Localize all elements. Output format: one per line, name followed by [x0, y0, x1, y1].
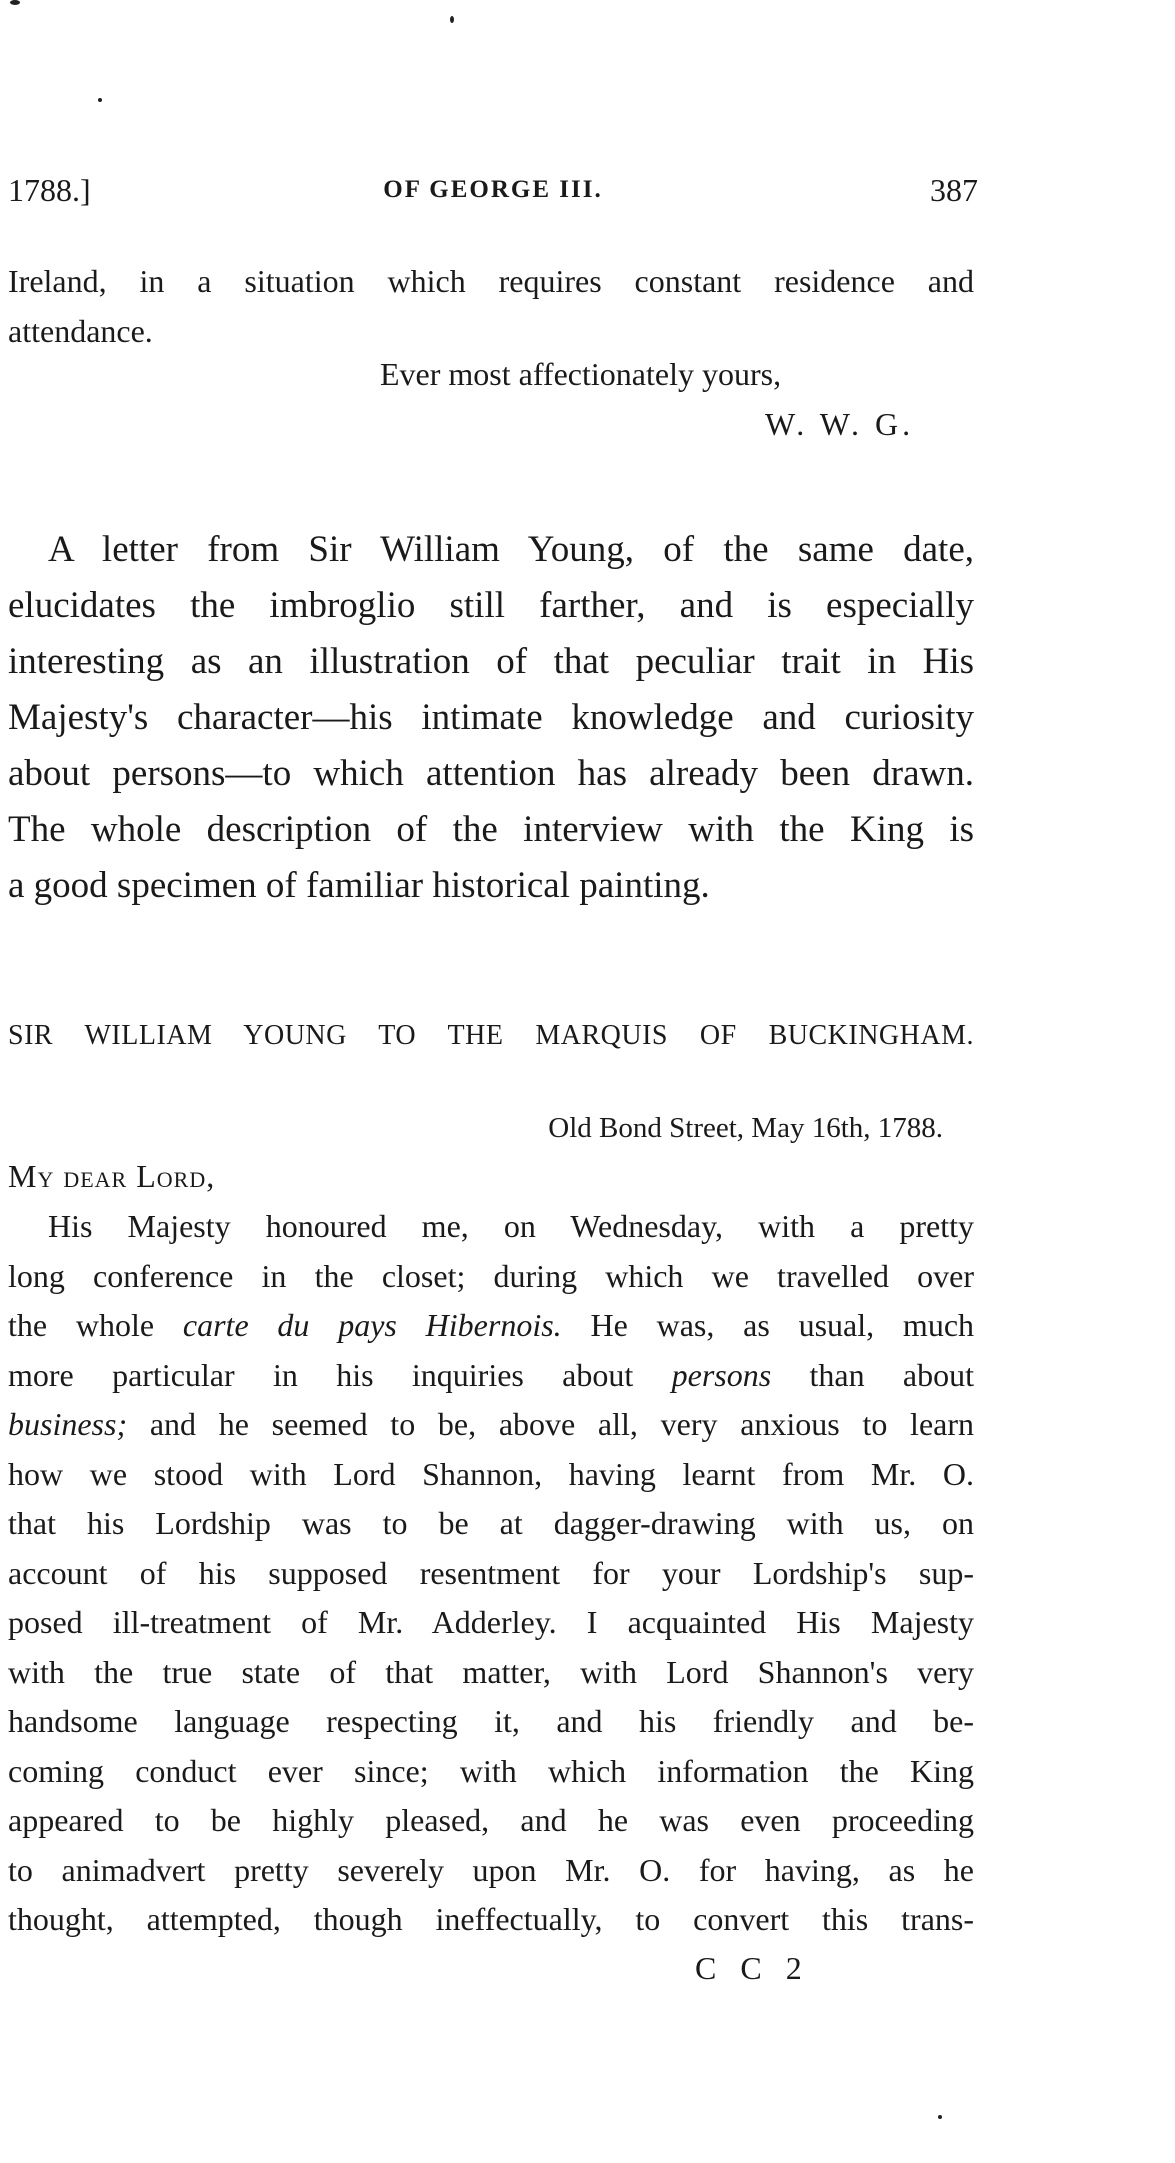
speck-mark	[98, 98, 102, 102]
running-head-title: OF GEORGE III.	[383, 176, 603, 203]
text-line: to animadvert pretty severely upon Mr. O. for having, as he	[8, 1851, 974, 1888]
letter-body	[8, 1202, 974, 1945]
text-line: appeared to be highly pleased, and he was even proceeding	[8, 1802, 974, 1838]
text-line: His Majesty honoured me, on Wednesday, with a pretty	[48, 1208, 974, 1244]
letter-heading: SIR WILLIAM YOUNG TO THE MARQUIS OF BUCKINGHAM.	[8, 1020, 974, 1051]
text-line: long conference in the closet; during which we travelled over	[8, 1257, 974, 1294]
text-line: about persons—to which attention has already been drawn.	[8, 753, 974, 794]
text-segment: He was, as usual, much	[561, 1307, 975, 1343]
running-head	[8, 172, 978, 216]
text-line: a good specimen of familiar historical painting.	[8, 865, 710, 906]
text-line: that his Lordship was to be at dagger-drawing with us, on	[8, 1505, 974, 1541]
text-line	[8, 1400, 974, 1450]
text-line: handsome language respecting it, and his friendly and be-	[8, 1703, 974, 1739]
text-line: Majesty's character—his intimate knowledge and curiosity	[8, 697, 974, 738]
letter-dateline: Old Bond Street, May 16th, 1788.	[548, 1112, 943, 1144]
letter-salutation: My dear Lord,	[8, 1158, 216, 1194]
text-segment: and he seemed to be, above all, very anxious to learn	[127, 1406, 974, 1442]
running-head-year: 1788.]	[8, 172, 91, 208]
text-line: thought, attempted, though ineffectually, to convert this trans-	[8, 1901, 974, 1937]
text-line	[8, 1351, 974, 1401]
page-number: 387	[930, 172, 978, 208]
text-line: how we stood with Lord Shannon, having learnt from Mr. O.	[8, 1455, 974, 1492]
speck-mark	[450, 16, 454, 23]
intro-paragraph	[8, 522, 974, 914]
text-line: Ireland, in a situation which requires constant residence and	[8, 263, 974, 299]
text-line: coming conduct ever since; with which information the King	[8, 1752, 974, 1789]
italic-phrase: carte du pays Hibernois.	[182, 1307, 562, 1343]
italic-phrase: persons	[671, 1356, 772, 1393]
text-line: with the true state of that matter, with Lord Shannon's very	[8, 1653, 974, 1690]
text-segment: the whole	[8, 1307, 183, 1343]
text-line: account of his supposed resentment for your Lordship's sup-	[8, 1554, 974, 1591]
speck-mark	[938, 2115, 942, 2119]
continuation-text	[8, 256, 974, 356]
text-line	[8, 1301, 974, 1351]
text-line: A letter from Sir William Young, of the same date,	[48, 529, 974, 570]
text-line: posed ill-treatment of Mr. Adderley. I acquainted His Majesty	[8, 1604, 974, 1640]
valediction: Ever most affectionately yours,	[380, 356, 782, 392]
signature: W. W. G.	[765, 406, 915, 442]
text-line: The whole description of the interview with the King is	[8, 809, 974, 850]
text-line: attendance.	[8, 313, 153, 349]
signature-mark: C C 2	[695, 1950, 810, 1986]
text-segment: more particular in his inquiries about	[8, 1356, 672, 1393]
text-segment: than about	[771, 1356, 975, 1393]
text-line: elucidates the imbroglio still farther, and is especially	[8, 585, 974, 626]
italic-phrase: business;	[8, 1406, 128, 1442]
text-line: interesting as an illustration of that peculiar trait in His	[8, 641, 974, 682]
speck-mark	[10, 0, 20, 5]
